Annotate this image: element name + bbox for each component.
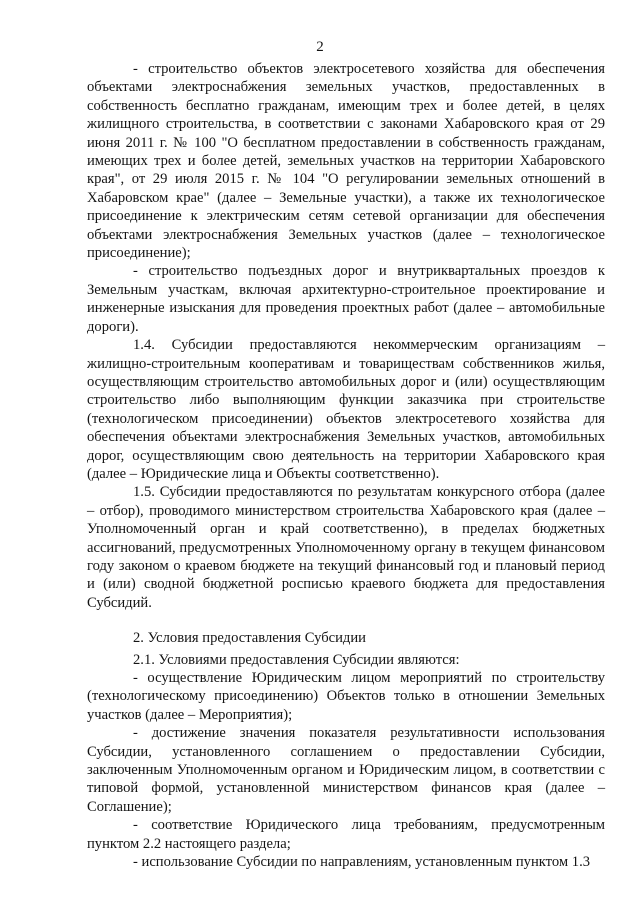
paragraph-clause-1-5: 1.5. Субсидии предоставляются по результатам конкурсного отбора (далее – отбор), проводимого министерством строительства Хабаровского края (далее – Уполномоченный орган и край соответственно), в пределах бюджетных ассигнований, предусмотренных Уполномоченному органу в текущем финансовом году законом о краевом бюджете на текущий финансовый год и плановый период и (или) сводной бюджетной росписью краевого бюджета для предоставления Субсидий.	[87, 484, 605, 611]
paragraph-power-grid-construction: - строительство объектов электросетевого хозяйства для обеспечения объектами электроснабжения земельных участков, предоставленных в собственность бесплатно гражданам, имеющим трех и более детей, в целях жилищного строительства, в соответствии с законами Хабаровского края от 29 июня 2011 г. № 100 "О бесплатном предоставлении в собственность гражданам, имеющих трех и более детей, земельных участков на территории Хабаровского края", от 29 июля 2015 г. № 104 "О регулировании земельных отношений в Хабаровском крае" (далее – Земельные участки), а также их технологическое присоединение к электрическим сетям сетевой организации для обеспечения объектами электроснабжения Земельных участков (далее – технологическое присоединение);	[87, 61, 605, 262]
section-spacer	[87, 612, 605, 629]
paragraph-condition-requirements: - соответствие Юридического лица требованиям, предусмотренным пунктом 2.2 настоящего раздела;	[87, 817, 605, 852]
paragraph-clause-2-1: 2.1. Условиями предоставления Субсидии являются:	[133, 651, 460, 668]
page-number: 2	[316, 39, 324, 55]
paragraph-clause-1-4: 1.4. Субсидии предоставляются некоммерческим организациям – жилищно-строительным кооперативам и товариществам собственников жилья, осуществляющим строительство автомобильных дорог и (или) осуществляющим строительство либо выполняющим функции заказчика при строительстве (технологическом присоединении) объектов электросетевого хозяйства для обеспечения объектами электроснабжения Земельных участков, автомобильных дорог, осуществляющим свою деятельность на территории Хабаровского края (далее – Юридические лица и Объекты соответственно).	[87, 337, 605, 482]
paragraph-condition-indicator: - достижение значения показателя результативности использования Субсидии, установленного соглашением о предоставлении Субсидии, заключенным Уполномоченным органом и Юридическим лицом, в соответствии с типовой формой, установленной министерством финансов края (далее – Соглашение);	[87, 725, 605, 815]
document-body	[87, 60, 605, 871]
paragraph-condition-measures: - осуществление Юридическим лицом мероприятий по строительству (технологическому присоединению) Объектов только в отношении Земельных участков (далее – Мероприятия);	[87, 670, 605, 723]
section-heading: 2. Условия предоставления Субсидии	[133, 630, 366, 647]
paragraph-road-construction: - строительство подъездных дорог и внутриквартальных проездов к Земельным участкам, включая архитектурно-строительное проектирование и инженерные изыскания для проведения проектных работ (далее – автомобильные дороги).	[87, 263, 605, 335]
paragraph-condition-usage: - использование Субсидии по направлениям, установленным пунктом 1.3	[133, 854, 591, 871]
